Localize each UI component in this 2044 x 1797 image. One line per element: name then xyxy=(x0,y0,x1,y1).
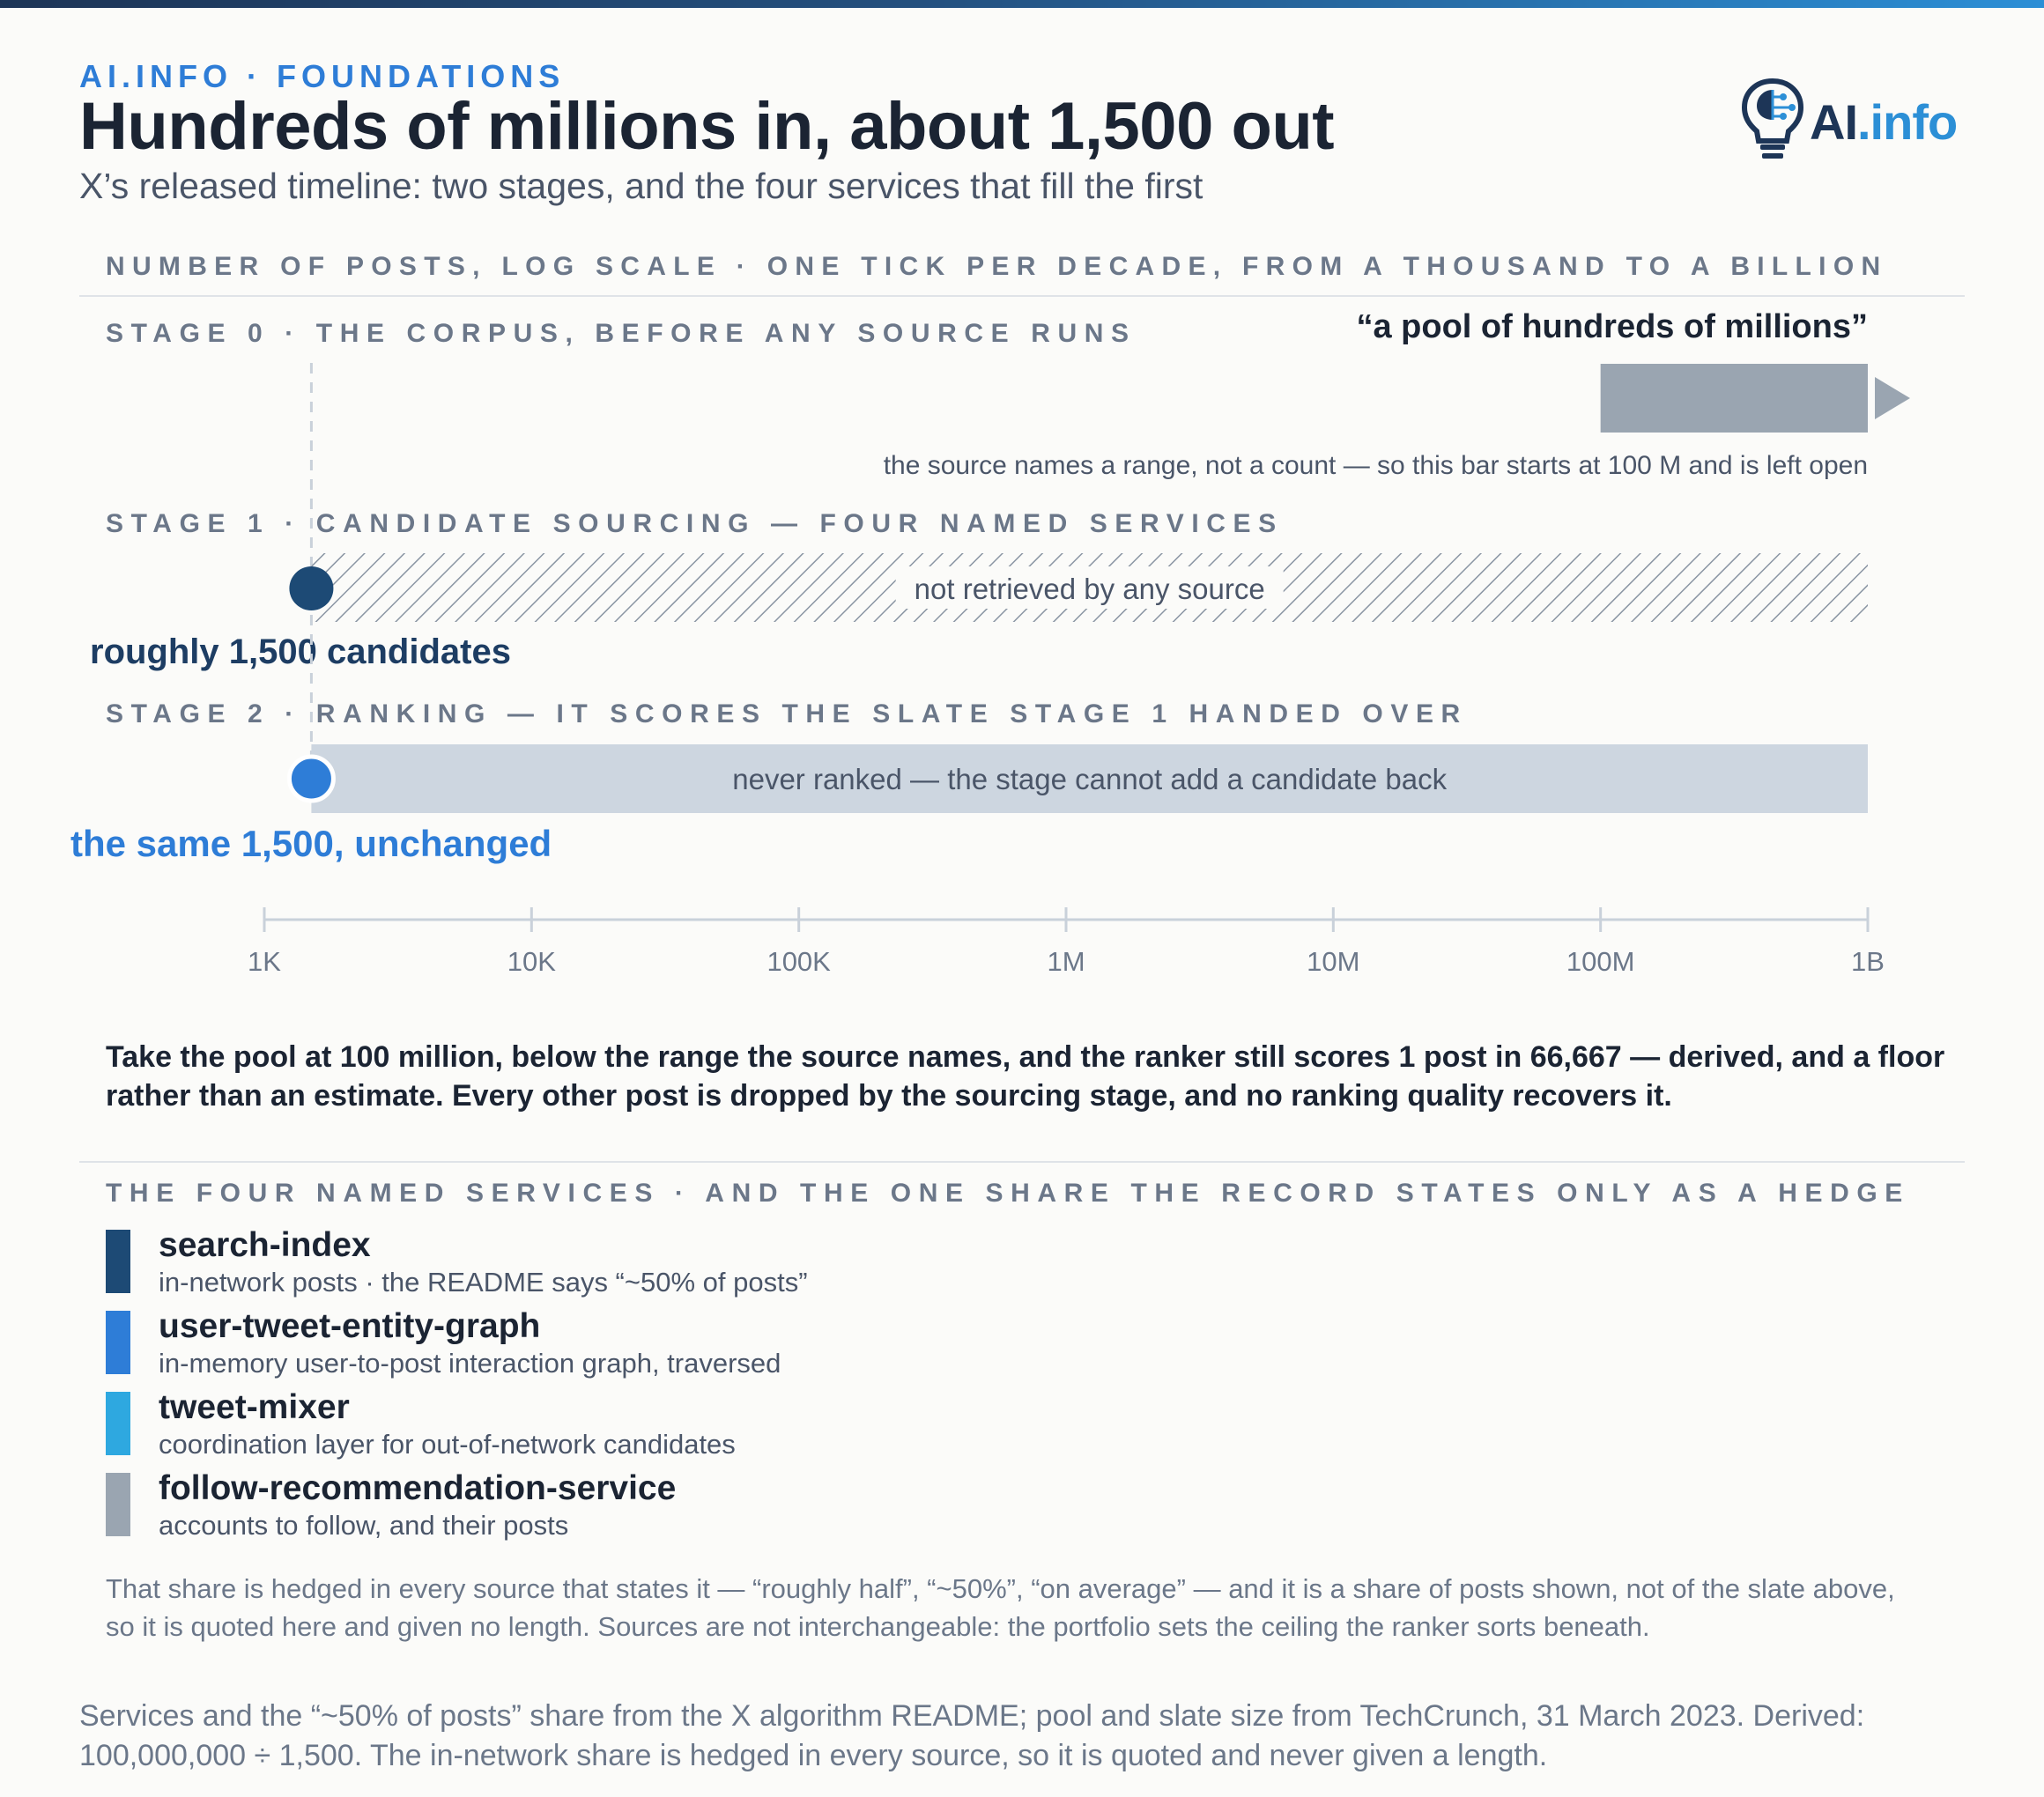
legend-swatch xyxy=(106,1311,130,1374)
x-tick-label: 10M xyxy=(1307,946,1360,977)
stage-0-label: STAGE 0 · THE CORPUS, BEFORE ANY SOURCE RUNS xyxy=(106,319,1137,348)
legend-name: tweet-mixer xyxy=(159,1388,350,1426)
x-tick-label: 10K xyxy=(507,946,556,977)
legend-desc: in-memory user-to-post interaction graph, traversed xyxy=(159,1348,781,1379)
x-tick-label: 100M xyxy=(1566,946,1635,977)
takeaway-text: Take the pool at 100 million, below the range the source names, and the ranker still scores 1 post in 66,667 — derived, and a floor rather than an estimate. Every other post is dropped by the sourcing stage, and no ranking quality recovers it. xyxy=(106,1040,1945,1113)
legend-name: search-index xyxy=(159,1226,371,1264)
stage-2-callout: the same 1,500, unchanged xyxy=(70,823,552,864)
legend-item-user-tweet-entity-graph xyxy=(106,1307,1339,1378)
x-tick-label: 1M xyxy=(1047,946,1085,977)
kicker: AI.INFO · FOUNDATIONS xyxy=(79,58,566,94)
logo-wordmark: AI.info xyxy=(1810,94,1958,150)
legend-item-follow-recommendation-service xyxy=(106,1469,1339,1540)
x-tick-label: 1B xyxy=(1851,946,1885,977)
x-tick-label: 100K xyxy=(766,946,831,977)
stage-0-quote: “a pool of hundreds of millions” xyxy=(1356,308,1868,345)
stage-2-candidates-point xyxy=(289,757,333,801)
legend-heading: THE FOUR NAMED SERVICES · AND THE ONE SHARE THE RECORD STATES ONLY AS A HEDGE xyxy=(106,1179,1910,1208)
legend-item-tweet-mixer xyxy=(106,1388,1339,1459)
legend-desc: accounts to follow, and their posts xyxy=(159,1510,569,1541)
axis-caption: NUMBER OF POSTS, LOG SCALE · ONE TICK PER DECADE, FROM A THOUSAND TO A BILLION xyxy=(106,252,1888,281)
stage-0-open-arrow xyxy=(1875,377,1910,419)
stage-2-label: STAGE 2 · RANKING — IT SCORES THE SLATE STAGE 1 HANDED OVER xyxy=(106,699,1468,728)
legend-name: follow-recommendation-service xyxy=(159,1469,677,1507)
legend-name: user-tweet-entity-graph xyxy=(159,1307,541,1345)
stage-0-note: the source names a range, not a count — so this bar starts at 100 M and is left open xyxy=(883,451,1868,480)
x-axis-ticks xyxy=(248,907,1885,977)
stage-1-callout: roughly 1,500 candidates xyxy=(90,632,511,671)
x-tick-label: 1K xyxy=(248,946,281,977)
legend-swatch xyxy=(106,1473,130,1536)
source-note: Services and the “~50% of posts” share from the X algorithm README; pool and slate size from TechCrunch, 31 March 2023. Derived: 100,000,000 ÷ 1,500. The in-network share is hedged in every source, so it is quoted and never given a length. xyxy=(79,1699,1865,1772)
legend-swatch xyxy=(106,1230,130,1293)
legend-item-search-index xyxy=(106,1226,1339,1297)
legend-swatch xyxy=(106,1392,130,1455)
page-subtitle: X’s released timeline: two stages, and the four services that fill the first xyxy=(79,166,1203,206)
stage-2-region-label: never ranked — the stage cannot add a candidate back xyxy=(732,763,1448,795)
stage-0-corpus-bar xyxy=(1601,364,1868,433)
stage-1-label: STAGE 1 · CANDIDATE SOURCING — FOUR NAMED SERVICES xyxy=(106,509,1284,538)
stage-1-region-label: not retrieved by any source xyxy=(914,573,1265,605)
stage-1-candidates-point xyxy=(289,566,333,610)
legend-desc: in-network posts · the README says “~50% of posts” xyxy=(159,1267,808,1298)
page-title: Hundreds of millions in, about 1,500 out xyxy=(79,89,1335,164)
legend-desc: coordination layer for out-of-network candidates xyxy=(159,1429,736,1460)
hedge-note: That share is hedged in every source that states it — “roughly half”, “~50%”, “on average” — and it is a share of posts shown, not of the slate above, so it is quoted here and given no length. Sources are not interchangeable: the portfolio sets the ceiling the ranker sorts beneath. xyxy=(106,1573,1895,1642)
divider xyxy=(79,1161,1965,1163)
